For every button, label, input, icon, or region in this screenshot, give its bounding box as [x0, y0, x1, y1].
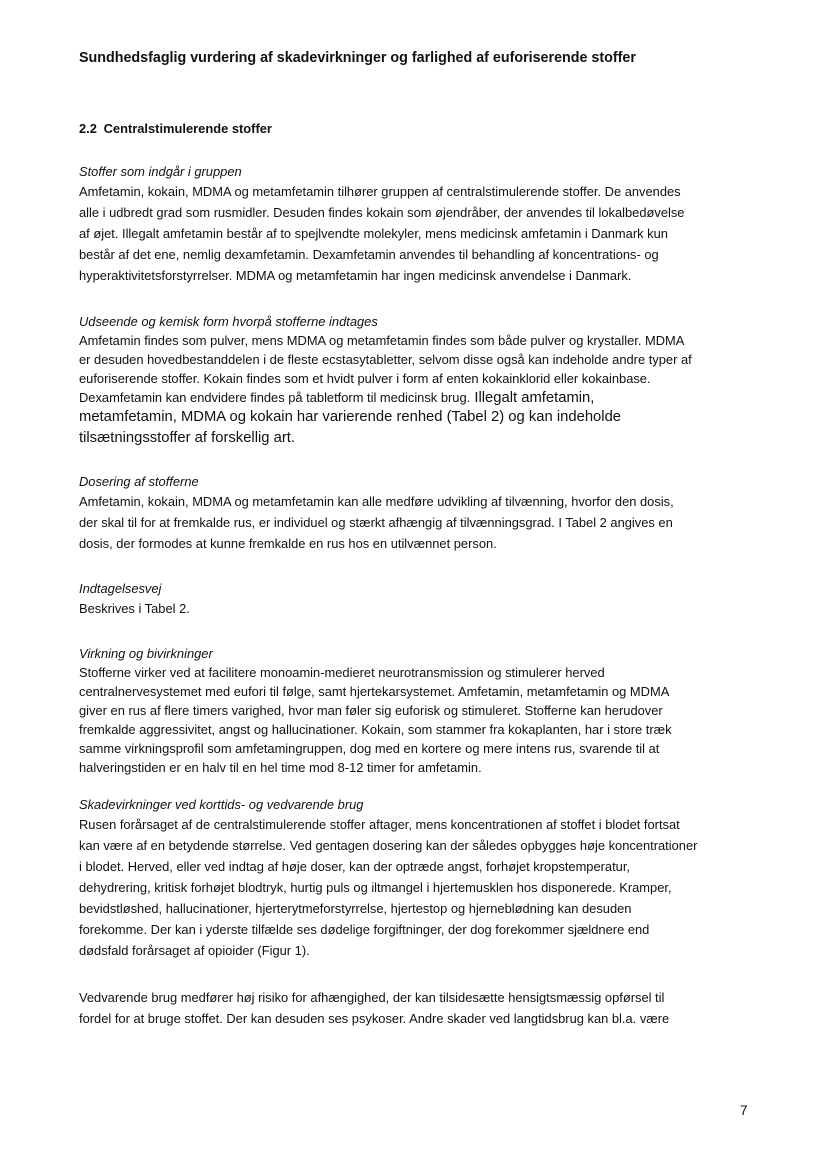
paragraph-line: Amfetamin, kokain, MDMA og metamfetamin kan alle medføre udvikling af tilvænning, hvorfor den dosis, — [79, 494, 674, 509]
paragraph-line: er desuden hovedbestanddelen i de fleste ecstasytabletter, selvom disse også kan indeholde andre typer af — [79, 352, 692, 367]
subsection-heading: Stoffer som indgår i gruppen — [79, 164, 242, 179]
paragraph-line: Amfetamin findes som pulver, mens MDMA og metamfetamin findes som både pulver og krystaller. MDMA — [79, 333, 685, 348]
paragraph-line: forekomme. Der kan i yderste tilfælde ses dødelige forgiftninger, der dog forekommer sjældnere end — [79, 922, 650, 937]
mixed-line-large: Illegalt amfetamin, — [470, 390, 595, 406]
paragraph-line: dehydrering, kritisk forhøjet blodtryk, hurtig puls og iltmangel i hjertemusklen hos disponerede. Kramper, — [79, 880, 672, 895]
paragraph-line: samme virkningsprofil som amfetamingruppen, dog med en kortere og mere intens rus, svarende til at — [79, 741, 660, 756]
subsection-indtagelsesvej — [79, 580, 751, 619]
closing-paragraph — [79, 987, 751, 1029]
paragraph-line: af øjet. Illegalt amfetamin består af to spejlvendte molekyler, mens medicinsk amfetamin i Danmark kun — [79, 226, 668, 241]
subsection-heading: Virkning og bivirkninger — [79, 646, 213, 661]
paragraph-line: Amfetamin, kokain, MDMA og metamfetamin tilhører gruppen af centralstimulerende stoffer. De anvendes — [79, 184, 681, 199]
subsection-udseende — [79, 313, 751, 449]
paragraph-line: dødsfald forårsaget af opioider (Figur 1). — [79, 943, 310, 958]
paragraph-line: giver en rus af flere timers varighed, hvor man føler sig euforisk og stimuleret. Stofferne kan herudover — [79, 703, 663, 718]
paragraph-line: bevidstløshed, hallucinationer, hjerterytmeforstyrrelse, hjertestop og hjerneblødning kan desuden — [79, 901, 632, 916]
paragraph-line: fremkalde aggressivitet, angst og hallucinationer. Kokain, som stammer fra kokaplanten, har i store træk — [79, 722, 672, 737]
paragraph-line: i blodet. Herved, eller ved indtag af høje doser, kan der optræde angst, forhøjet kropstemperatur, — [79, 859, 631, 874]
paragraph-line-large: tilsætningsstoffer af forskellig art. — [79, 430, 296, 446]
page-header-title: Sundhedsfaglig vurdering af skadevirkninger og farlighed af euforiserende stoffer — [79, 50, 636, 66]
subsection-virkning — [79, 645, 751, 777]
section-number: 2.2 — [79, 121, 97, 136]
paragraph-line-large: metamfetamin, MDMA og kokain har varierende renhed (Tabel 2) og kan indeholde — [79, 409, 622, 425]
subsection-heading: Skadevirkninger ved korttids- og vedvarende brug — [79, 797, 364, 812]
paragraph-line: der skal til for at fremkalde rus, er individuel og stærkt afhængig af tilvænningsgrad. I Tabel 2 angives en — [79, 515, 673, 530]
subsection-heading: Indtagelsesvej — [79, 581, 162, 596]
subsection-heading: Udseende og kemisk form hvorpå stofferne indtages — [79, 314, 378, 329]
paragraph-line: Vedvarende brug medfører høj risiko for afhængighed, der kan tilsidesætte hensigtsmæssig opførsel til — [79, 990, 665, 1005]
paragraph-line: hyperaktivitetsforstyrrelser. MDMA og metamfetamin har ingen medicinsk anvendelse i Danmark. — [79, 268, 632, 283]
subsection-heading: Dosering af stofferne — [79, 474, 199, 489]
paragraph-line: Rusen forårsaget af de centralstimulerende stoffer aftager, mens koncentrationen af stoffet i blodet fortsat — [79, 817, 680, 832]
paragraph-line: alle i udbredt grad som rusmidler. Desuden findes kokain som øjendråber, der anvendes til lokalbedøvelse — [79, 205, 685, 220]
paragraph-line: består af det ene, nemlig dexamfetamin. Dexamfetamin anvendes til behandling af koncentrations- og — [79, 247, 659, 262]
paragraph-line-mixed — [79, 388, 751, 407]
paragraph-line: euforiserende stoffer. Kokain findes som et hvidt pulver i form af enten kokainklorid eller kokainbase. — [79, 371, 651, 386]
section-title: Centralstimulerende stoffer — [103, 121, 272, 136]
paragraph-line: Beskrives i Tabel 2. — [79, 601, 190, 616]
mixed-line-small: Dexamfetamin kan endvidere findes på tabletform til medicinsk brug. — [79, 390, 471, 405]
paragraph-line: Stofferne virker ved at facilitere monoamin-medieret neurotransmission og stimulerer herved — [79, 665, 605, 680]
paragraph-line: fordel for at bruge stoffet. Der kan desuden ses psykoser. Andre skader ved langtidsbrug kan bl.a. være — [79, 1011, 670, 1026]
subsection-dosering — [79, 473, 751, 554]
paragraph-line: dosis, der formodes at kunne fremkalde en rus hos en utilvænnet person. — [79, 536, 497, 551]
paragraph-line: halveringstiden er en halv til en hel time mod 8-12 timer for amfetamin. — [79, 760, 482, 775]
subsection-stoffer — [79, 163, 751, 286]
page-number: 7 — [740, 1103, 748, 1118]
subsection-skadevirkninger — [79, 796, 751, 961]
section-heading — [79, 121, 272, 136]
paragraph-line: centralnervesystemet med eufori til følge, samt hjertekarsystemet. Amfetamin, metamfetamin og MDMA — [79, 684, 670, 699]
paragraph-line: kan være af en betydende størrelse. Ved gentagen dosering kan der således opbygges høje koncentrationer — [79, 838, 698, 853]
